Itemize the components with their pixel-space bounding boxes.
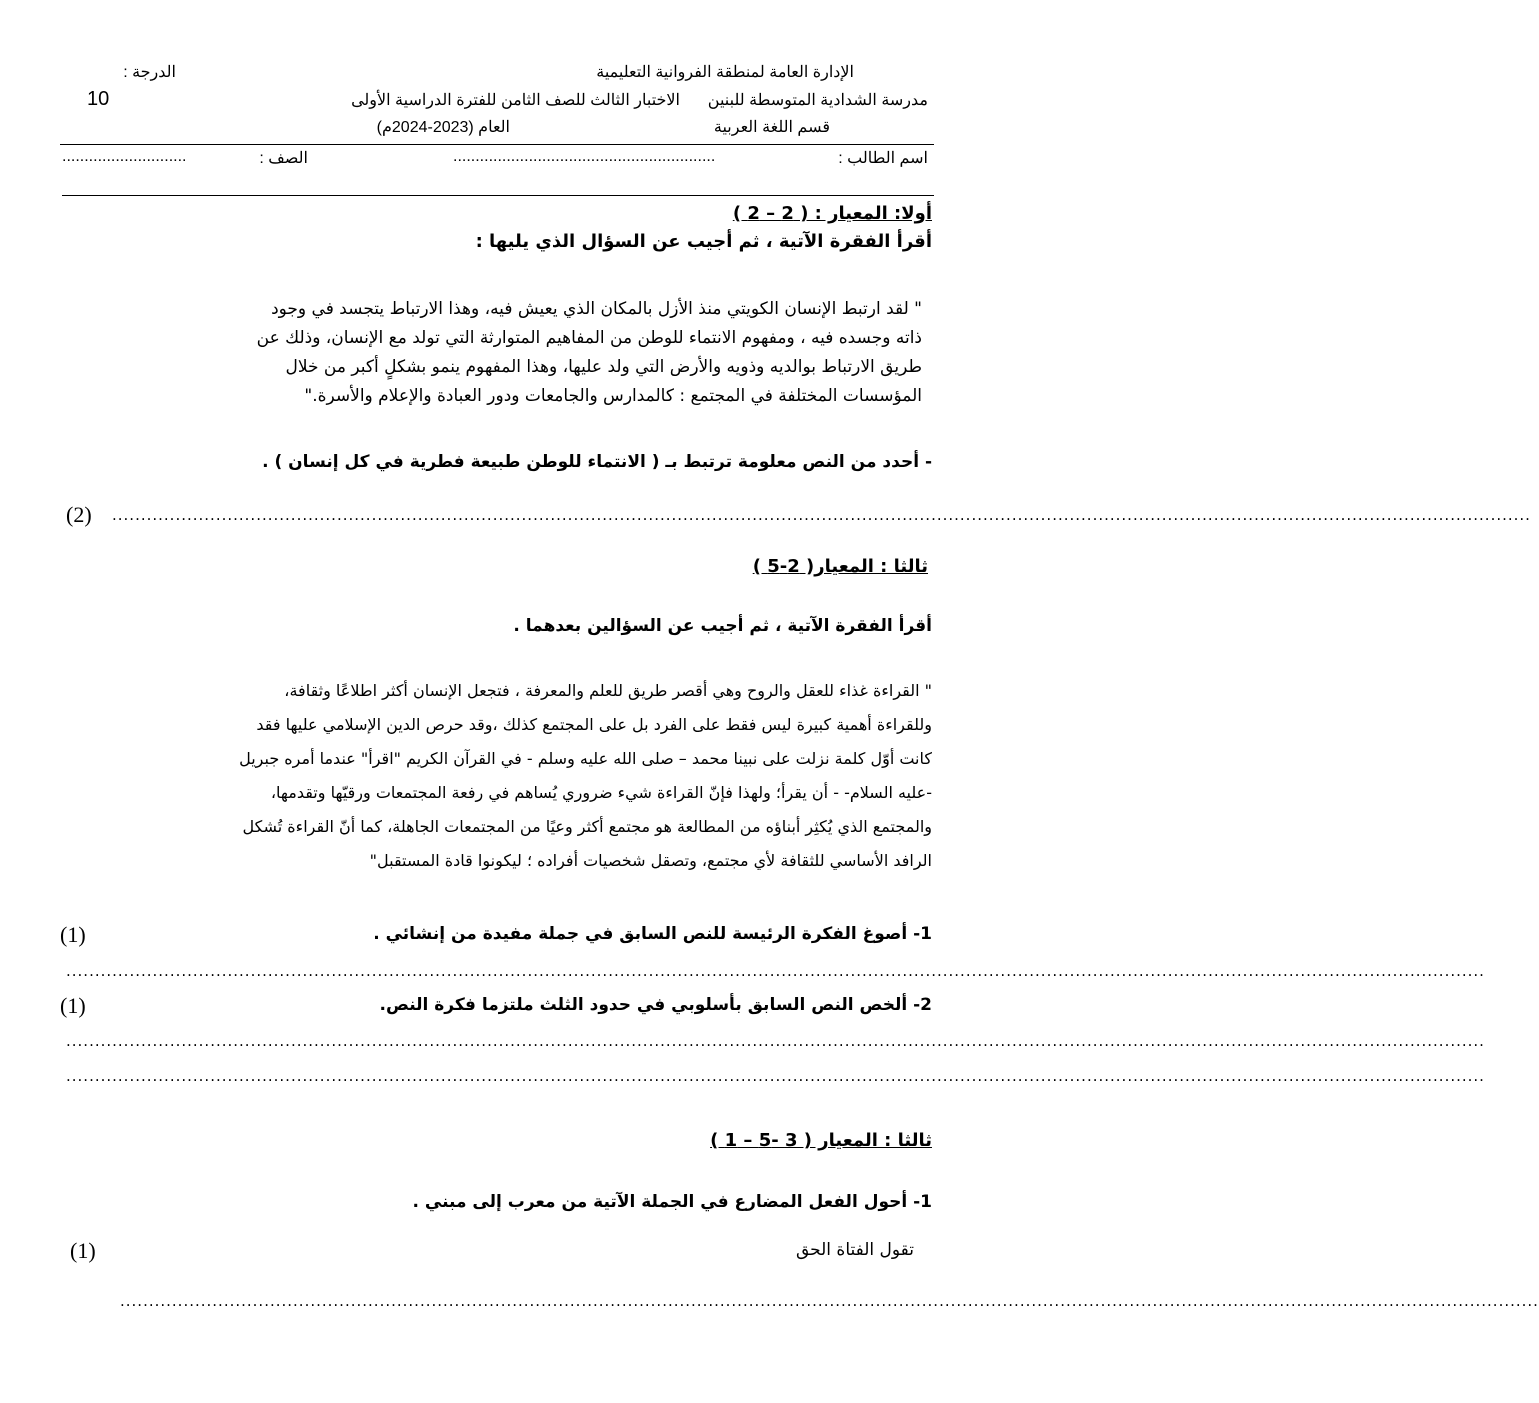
name-divider (62, 195, 934, 196)
answer-line[interactable]: ...................................................................................................................................................................................................................................................... (66, 1067, 1485, 1085)
section2-q1-mark: (1) (60, 922, 86, 947)
answer-line[interactable]: ...................................................................................................................................................................................................................................................... (112, 506, 1531, 524)
section3-question-1: 1- أحول الفعل المضارع في الجملة الآتية من معرب إلى مبني . (412, 1192, 932, 1212)
exam-year: العام (2023-2024م) (376, 119, 510, 136)
section2-title: ثالثا : المعيار( 2-5 ) (752, 556, 928, 577)
passage-line: كانت أوّل كلمة نزلت على نبينا محمد – صلى الله عليه وسلم - في القرآن الكريم "اقرأ" عندما أمره جبريل (239, 749, 932, 768)
school-name: مدرسة الشدادية المتوسطة للبنين (707, 92, 928, 109)
section1-question: - أحدد من النص معلومة ترتبط بـ ( الانتماء للوطن طبيعة فطرية في كل إنسان ) . (262, 452, 932, 472)
grade-label: الدرجة : (123, 64, 176, 81)
passage-line: الرافد الأساسي للثقافة لأي مجتمع، وتصقل شخصيات أفراده ؛ ليكونوا قادة المستقبل" (369, 851, 932, 870)
section2-instruction: أقرأ الفقرة الآتية ، ثم أجيب عن السؤالين بعدهما . (513, 616, 932, 636)
section1-instruction: أقرأ الفقرة الآتية ، ثم أجيب عن السؤال الذي يليها : (475, 231, 932, 252)
passage-line: " القراءة غذاء للعقل والروح وهي أقصر طريق للعلم والمعرفة ، فتجعل الإنسان أكثر اطلاعًا وثقافة، (284, 681, 932, 700)
answer-line[interactable]: ...................................................................................................................................................................................................................................................... (66, 962, 1485, 980)
section3-title: ثالثا : المعيار ( 3 -5 – 1 ) (710, 1130, 932, 1151)
student-name-label: اسم الطالب : (838, 150, 928, 167)
passage-line: ذاته وجسده فيه ، ومفهوم الانتماء للوطن من المفاهيم المتوارثة التي تولد مع الإنسان، وذلك عن (256, 328, 922, 348)
section1-mark: (2) (66, 502, 92, 527)
admin-name: الإدارة العامة لمنطقة الفروانية التعليمية (596, 64, 854, 81)
class-label: الصف : (259, 150, 308, 167)
student-name-field[interactable]: ........................................................... (453, 148, 716, 165)
exam-title: الاختبار الثالث للصف الثامن للفترة الدراسية الأولى (351, 92, 680, 109)
answer-line[interactable]: ...................................................................................................................................................................................................................................................... (120, 1292, 1539, 1310)
section3-mark: (1) (70, 1238, 96, 1263)
passage-line: " لقد ارتبط الإنسان الكويتي منذ الأزل بالمكان الذي يعيش فيه، وهذا الارتباط يتجسد في وجود (271, 299, 922, 319)
grade-value: 10 (87, 88, 110, 110)
header-divider (60, 144, 934, 145)
section2-question-1: 1- أصوغ الفكرة الرئيسة للنص السابق في جملة مفيدة من إنشائي . (373, 924, 932, 944)
passage-line: طريق الارتباط بوالديه وذويه والأرض التي ولد عليها، وهذا المفهوم ينمو بشكلٍ أكبر من خلال (285, 357, 922, 377)
department-name: قسم اللغة العربية (713, 119, 830, 136)
section1-passage (104, 295, 922, 411)
passage-line: المؤسسات المختلفة في المجتمع : كالمدارس والجامعات ودور العبادة والإعلام والأسرة." (304, 386, 922, 406)
section3-sentence: تقول الفتاة الحق (795, 1240, 914, 1260)
section2-q2-mark: (1) (60, 993, 86, 1018)
section2-passage (60, 674, 932, 878)
section2-question-2: 2- ألخص النص السابق بأسلوبي في حدود الثلث ملتزما فكرة النص. (379, 995, 932, 1015)
class-field[interactable]: ............................ (62, 148, 187, 165)
section1-title: أولا: المعيار : ( 2 – 2 ) (732, 203, 932, 224)
passage-line: -عليه السلام- - أن يقرأ؛ ولهذا فإنّ القراءة شيء ضروري يُساهم في رفعة المجتمعات ورقيّها وتقدمها، (270, 783, 932, 802)
passage-line: والمجتمع الذي يُكثِر أبناؤه من المطالعة هو مجتمع أكثر وعيًا من المجتمعات الجاهلة، كما أنّ القراءة تُشكل (242, 817, 932, 836)
answer-line[interactable]: ...................................................................................................................................................................................................................................................... (66, 1032, 1485, 1050)
passage-line: وللقراءة أهمية كبيرة ليس فقط على الفرد بل على المجتمع كذلك ،وقد حرص الدين الإسلامي عليها فقد (256, 715, 932, 734)
